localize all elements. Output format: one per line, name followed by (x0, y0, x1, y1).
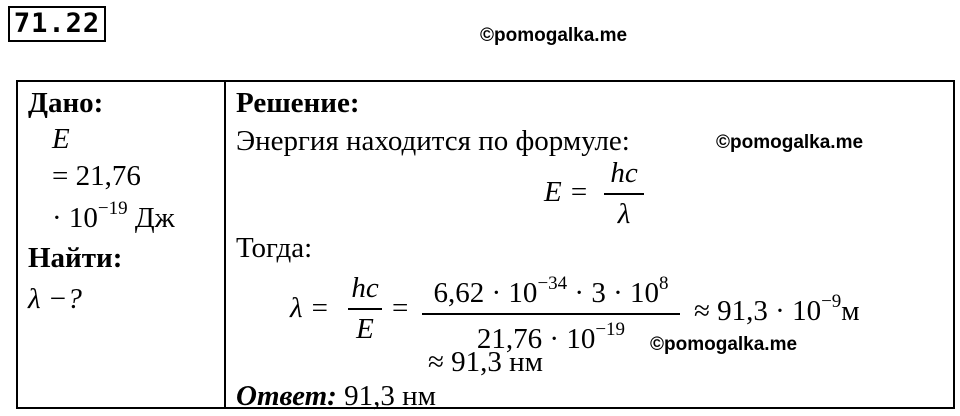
given-energy-value: = 21,76 (52, 160, 141, 192)
watermark: ©pomogalka.me (480, 25, 628, 46)
then-label: Тогда: (236, 232, 313, 264)
formula-lhs: E = (544, 176, 589, 208)
given-title: Дано: (28, 87, 104, 119)
find-expression: λ −? (28, 283, 82, 315)
solution-table (16, 80, 955, 412)
calc-approx-nm: ≈ 91,3 нм (428, 346, 544, 378)
solution-title: Решение: (236, 87, 360, 119)
calc-lhs: λ = (290, 292, 330, 324)
watermark: ©pomogalka.me (716, 132, 864, 153)
given-energy-symbol: E (52, 123, 70, 155)
problem-number: 71.22 (8, 6, 106, 42)
answer: Ответ: 91,3 нм (236, 380, 436, 412)
calc-approx: ≈ $91,3 \cdot 10^{-9}м$ (694, 291, 860, 327)
formula-intro: Энергия находится по формуле: (236, 125, 630, 157)
given-energy-power: · $10^{-19}$ Дж (52, 198, 175, 234)
find-title: Найти: (28, 242, 123, 274)
column-divider (224, 82, 226, 407)
calc-fraction-2: $6,62 \cdot 10^{-34} \cdot 3 \cdot 10^8$ $21,76 \cdot 10^{-19}$ (422, 274, 680, 354)
calc-equals: = (392, 292, 409, 324)
formula-fraction: hc λ (604, 159, 644, 229)
watermark: ©pomogalka.me (650, 334, 798, 355)
calc-fraction-1: hc E (348, 274, 382, 344)
